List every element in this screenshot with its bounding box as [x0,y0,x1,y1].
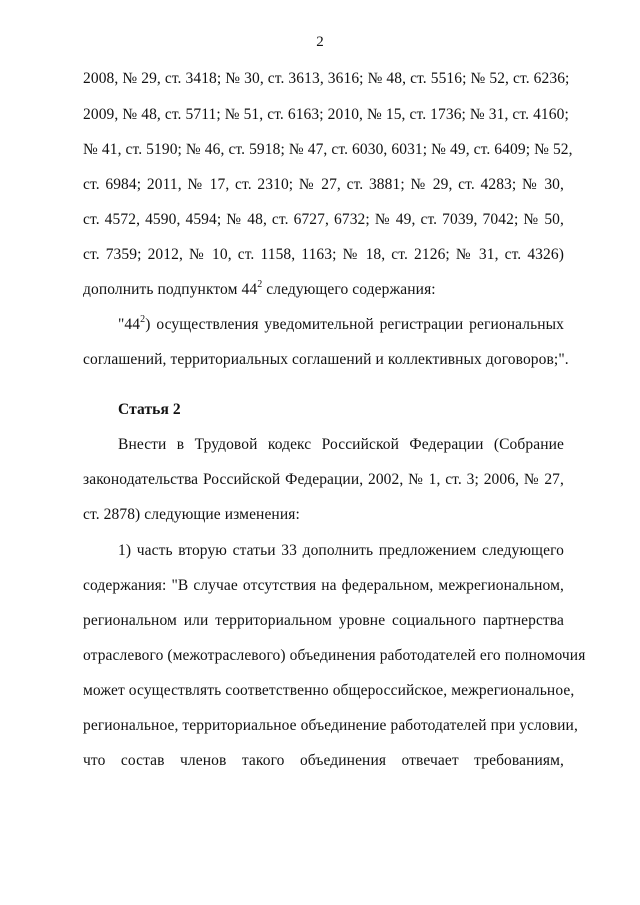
text-line: Внести в Трудовой кодекс Российской Федерации (Собрание [118,436,564,453]
text-line: ст. 7359; 2012, № 10, ст. 1158, 1163; № 18, ст. 2126; № 31, ст. 4326) [83,246,564,263]
text-line: что состав членов такого объединения отвечает требованиям, [83,752,564,769]
text-line: законодательства Российской Федерации, 2002, № 1, ст. 3; 2006, № 27, [83,471,564,488]
superscript: 2 [140,313,146,325]
text-line: 2008, № 29, ст. 3418; № 30, ст. 3613, 3616; № 48, ст. 5516; № 52, ст. 6236; [83,70,570,87]
superscript: 2 [257,278,263,290]
text-line: № 41, ст. 5190; № 46, ст. 5918; № 47, ст. 6030, 6031; № 49, ст. 6409; № 52, [83,141,573,158]
text-line: региональное, территориальное объединение работодателей при условии, [83,717,578,734]
text-line: ст. 2878) следующие изменения: [83,506,300,523]
text-line [118,313,564,334]
text-fragment: дополнить подпунктом 44 [83,281,258,298]
text-line: 2009, № 48, ст. 5711; № 51, ст. 6163; 2010, № 15, ст. 1736; № 31, ст. 4160; [83,106,569,123]
text-fragment: следующего содержания: [262,281,436,298]
text-line: ст. 4572, 4590, 4594; № 48, ст. 6727, 6732; № 49, ст. 7039, 7042; № 50, [83,211,564,228]
text-fragment: ) осуществления уведомительной регистрации региональных [145,316,564,333]
text-line: 1) часть вторую статьи 33 дополнить предложением следующего [118,542,564,559]
text-line: содержания: "В случае отсутствия на федеральном, межрегиональном, [83,577,564,594]
text-line: отраслевого (межотраслевого) объединения работодателей его полномочия [83,647,586,664]
text-line: региональном или территориальном уровне социального партнерства [83,612,564,629]
text-line: соглашений, территориальных соглашений и коллективных договоров;". [83,351,569,368]
page-number: 2 [316,34,324,50]
text-line [83,278,564,299]
text-line: может осуществлять соответственно общероссийское, межрегиональное, [83,682,575,699]
article-heading: Статья 2 [118,401,181,418]
text-line: ст. 6984; 2011, № 17, ст. 2310; № 27, ст. 3881; № 29, ст. 4283; № 30, [83,176,564,193]
text-fragment: "44 [118,316,141,333]
